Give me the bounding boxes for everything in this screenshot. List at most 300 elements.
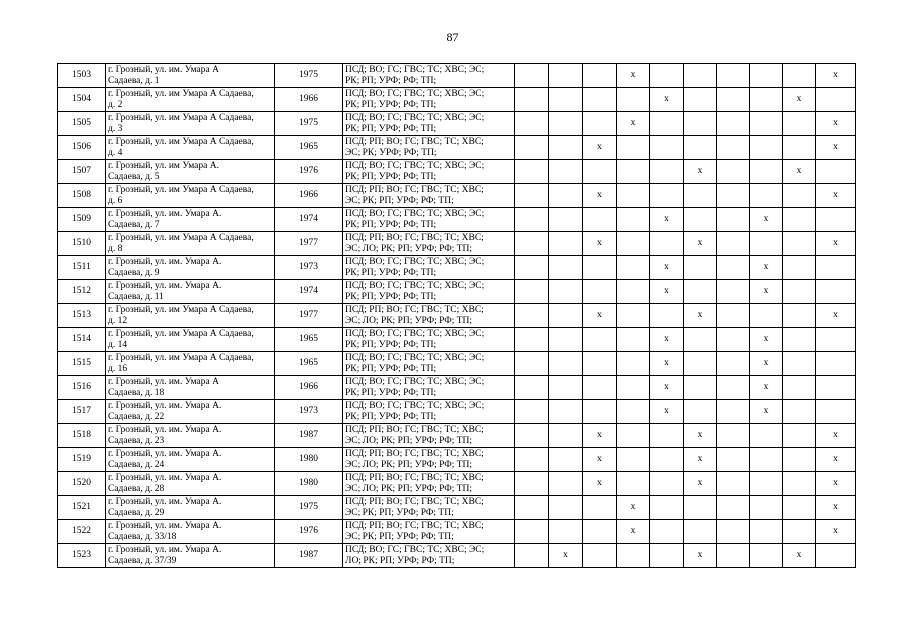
mark-cell-empty [617, 184, 650, 208]
address-line: г. Грозный, ул. им. Умара А. [108, 400, 222, 411]
mark-cell-checked: х [617, 64, 650, 88]
mark-cell-empty [717, 88, 750, 112]
table-row [58, 112, 856, 136]
address-cell [106, 304, 275, 328]
mark-cell-empty [617, 424, 650, 448]
mark-cell-empty [583, 352, 617, 376]
row-number: 1504 [58, 88, 106, 112]
works-line: ЭС; ЛО; РК; РП; УРФ; РФ; ТП; [345, 459, 473, 470]
table-row [58, 232, 856, 256]
address-cell [106, 328, 275, 352]
mark-cell-checked: х [750, 280, 783, 304]
works-line: ЭС; РК; РП; УРФ; РФ; ТП; [345, 507, 454, 518]
mark-cell-checked: х [650, 328, 684, 352]
row-number: 1516 [58, 376, 106, 400]
mark-cell-empty [650, 424, 684, 448]
mark-cell-checked: х [750, 256, 783, 280]
mark-cell-empty [515, 88, 549, 112]
address-line: г. Грозный, ул. им. Умара А [108, 376, 219, 387]
mark-cell-empty [816, 328, 856, 352]
row-number: 1518 [58, 424, 106, 448]
mark-cell-empty [515, 424, 549, 448]
table-row [58, 160, 856, 184]
mark-cell-empty [515, 352, 549, 376]
mark-cell-empty [549, 424, 583, 448]
works-cell [343, 88, 515, 112]
address-line: г. Грозный, ул. им. Умара А. [108, 256, 222, 267]
mark-cell-empty [783, 112, 816, 136]
works-line: ЭС; РК; УРФ; РФ; ТП; [345, 147, 437, 158]
mark-cell-checked: х [750, 328, 783, 352]
mark-cell-empty [816, 352, 856, 376]
works-line: ПСД; ВО; ГС; ГВС; ТС; ХВС; ЭС; [345, 256, 485, 267]
mark-cell-empty [549, 232, 583, 256]
mark-cell-empty [750, 520, 783, 544]
address-line: г. Грозный, ул. им. Умара А [108, 64, 219, 75]
year-cell: 1980 [275, 472, 343, 496]
address-line: Садаева, д. 5 [108, 171, 160, 182]
works-cell [343, 328, 515, 352]
mark-cell-empty [650, 304, 684, 328]
address-line: д. 2 [108, 99, 123, 110]
row-number: 1512 [58, 280, 106, 304]
mark-cell-empty [650, 184, 684, 208]
mark-cell-empty [717, 448, 750, 472]
address-line: г. Грозный, ул. им. Умара А. [108, 208, 222, 219]
table-row [58, 472, 856, 496]
address-cell [106, 64, 275, 88]
row-number: 1508 [58, 184, 106, 208]
mark-cell-empty [717, 376, 750, 400]
table-row [58, 256, 856, 280]
row-number: 1520 [58, 472, 106, 496]
mark-cell-empty [515, 160, 549, 184]
address-line: д. 16 [108, 363, 128, 374]
housing-registry-table [57, 63, 856, 568]
mark-cell-empty [515, 376, 549, 400]
row-number: 1519 [58, 448, 106, 472]
mark-cell-empty [717, 328, 750, 352]
works-line: РК; РП; УРФ; РФ; ТП; [345, 267, 437, 278]
mark-cell-empty [515, 304, 549, 328]
address-line: г. Грозный, ул. им Умара А Садаева, [108, 232, 254, 243]
mark-cell-empty [617, 376, 650, 400]
mark-cell-empty [650, 232, 684, 256]
row-number: 1511 [58, 256, 106, 280]
address-cell [106, 520, 275, 544]
address-cell [106, 376, 275, 400]
mark-cell-checked: х [684, 544, 717, 568]
mark-cell-empty [650, 520, 684, 544]
mark-cell-empty [515, 400, 549, 424]
table-row [58, 544, 856, 568]
mark-cell-empty [783, 64, 816, 88]
address-cell [106, 112, 275, 136]
mark-cell-empty [750, 136, 783, 160]
year-cell: 1966 [275, 376, 343, 400]
works-cell [343, 448, 515, 472]
table-row [58, 352, 856, 376]
mark-cell-empty [783, 328, 816, 352]
mark-cell-empty [783, 520, 816, 544]
mark-cell-empty [717, 280, 750, 304]
address-cell [106, 160, 275, 184]
mark-cell-empty [717, 184, 750, 208]
mark-cell-empty [717, 136, 750, 160]
works-cell [343, 400, 515, 424]
mark-cell-empty [617, 280, 650, 304]
mark-cell-empty [783, 208, 816, 232]
address-cell [106, 424, 275, 448]
works-line: ПСД; ВО; ГС; ГВС; ТС; ХВС; ЭС; [345, 400, 485, 411]
table-row [58, 136, 856, 160]
address-cell [106, 256, 275, 280]
works-cell [343, 184, 515, 208]
mark-cell-empty [783, 424, 816, 448]
mark-cell-empty [684, 328, 717, 352]
works-line: РК; РП; УРФ; РФ; ТП; [345, 75, 437, 86]
mark-cell-empty [816, 256, 856, 280]
address-line: г. Грозный, ул. им. Умара А. [108, 448, 222, 459]
mark-cell-checked: х [684, 472, 717, 496]
address-cell [106, 208, 275, 232]
table-row [58, 376, 856, 400]
mark-cell-empty [816, 544, 856, 568]
mark-cell-empty [583, 544, 617, 568]
mark-cell-empty [684, 496, 717, 520]
mark-cell-empty [583, 88, 617, 112]
mark-cell-empty [783, 304, 816, 328]
mark-cell-checked: х [750, 376, 783, 400]
mark-cell-empty [783, 232, 816, 256]
works-line: РК; РП; УРФ; РФ; ТП; [345, 171, 437, 182]
row-number: 1503 [58, 64, 106, 88]
address-line: г. Грозный, ул. им Умара А Садаева, [108, 136, 254, 147]
mark-cell-empty [684, 64, 717, 88]
mark-cell-empty [549, 184, 583, 208]
works-line: ЭС; РК; РП; УРФ; РФ; ТП; [345, 531, 454, 542]
works-line: ПСД; РП; ВО; ГС; ГВС; ТС; ХВС; [345, 136, 484, 147]
row-number: 1506 [58, 136, 106, 160]
works-cell [343, 112, 515, 136]
mark-cell-empty [717, 352, 750, 376]
mark-cell-empty [549, 160, 583, 184]
mark-cell-checked: х [583, 472, 617, 496]
address-line: г. Грозный, ул. им. Умара А. [108, 280, 222, 291]
mark-cell-empty [583, 112, 617, 136]
mark-cell-empty [717, 472, 750, 496]
works-line: ЛО; РК; РП; УРФ; РФ; ТП; [345, 555, 455, 566]
mark-cell-empty [515, 544, 549, 568]
mark-cell-empty [717, 208, 750, 232]
works-line: РК; РП; УРФ; РФ; ТП; [345, 123, 437, 134]
year-cell: 1975 [275, 496, 343, 520]
address-cell [106, 472, 275, 496]
address-line: Садаева, д. 9 [108, 267, 160, 278]
table-row [58, 448, 856, 472]
mark-cell-empty [783, 256, 816, 280]
address-line: Садаева, д. 18 [108, 387, 165, 398]
works-line: РК; РП; УРФ; РФ; ТП; [345, 99, 437, 110]
mark-cell-empty [750, 184, 783, 208]
address-line: г. Грозный, ул. им Умара А Садаева, [108, 304, 254, 315]
mark-cell-checked: х [583, 304, 617, 328]
year-cell: 1987 [275, 544, 343, 568]
mark-cell-checked: х [650, 352, 684, 376]
mark-cell-empty [783, 496, 816, 520]
mark-cell-checked: х [816, 184, 856, 208]
mark-cell-empty [750, 496, 783, 520]
works-cell [343, 208, 515, 232]
works-line: ПСД; РП; ВО; ГС; ГВС; ТС; ХВС; [345, 424, 484, 435]
works-line: ПСД; РП; ВО; ГС; ГВС; ТС; ХВС; [345, 472, 484, 483]
mark-cell-checked: х [816, 424, 856, 448]
mark-cell-empty [816, 208, 856, 232]
works-line: ПСД; ВО; ГС; ГВС; ТС; ХВС; ЭС; [345, 280, 485, 291]
mark-cell-empty [583, 256, 617, 280]
works-cell [343, 376, 515, 400]
mark-cell-empty [515, 184, 549, 208]
year-cell: 1966 [275, 88, 343, 112]
works-line: ЭС; ЛО; РК; РП; УРФ; РФ; ТП; [345, 483, 473, 494]
row-number: 1507 [58, 160, 106, 184]
works-cell [343, 136, 515, 160]
mark-cell-empty [515, 496, 549, 520]
works-line: ПСД; РП; ВО; ГС; ГВС; ТС; ХВС; [345, 232, 484, 243]
year-cell: 1965 [275, 136, 343, 160]
mark-cell-empty [816, 280, 856, 304]
mark-cell-checked: х [583, 448, 617, 472]
mark-cell-empty [684, 136, 717, 160]
mark-cell-checked: х [750, 400, 783, 424]
mark-cell-empty [617, 544, 650, 568]
address-line: д. 3 [108, 123, 123, 134]
mark-cell-empty [617, 352, 650, 376]
address-line: г. Грозный, ул. им Умара А Садаева, [108, 352, 254, 363]
row-number: 1523 [58, 544, 106, 568]
mark-cell-empty [617, 400, 650, 424]
mark-cell-checked: х [650, 376, 684, 400]
mark-cell-checked: х [684, 160, 717, 184]
mark-cell-empty [717, 544, 750, 568]
works-line: ЭС; ЛО; РК; РП; УРФ; РФ; ТП; [345, 243, 473, 254]
mark-cell-empty [816, 160, 856, 184]
mark-cell-empty [684, 184, 717, 208]
works-line: ЭС; ЛО; РК; РП; УРФ; РФ; ТП; [345, 435, 473, 446]
mark-cell-empty [549, 256, 583, 280]
year-cell: 1973 [275, 256, 343, 280]
address-line: г. Грозный, ул. им Умара А Садаева, [108, 88, 254, 99]
mark-cell-empty [783, 352, 816, 376]
address-cell [106, 448, 275, 472]
mark-cell-empty [515, 208, 549, 232]
mark-cell-checked: х [684, 232, 717, 256]
row-number: 1509 [58, 208, 106, 232]
mark-cell-empty [684, 280, 717, 304]
mark-cell-empty [617, 208, 650, 232]
table-row [58, 88, 856, 112]
address-cell [106, 400, 275, 424]
row-number: 1505 [58, 112, 106, 136]
mark-cell-empty [549, 208, 583, 232]
mark-cell-empty [515, 232, 549, 256]
works-line: ПСД; РП; ВО; ГС; ГВС; ТС; ХВС; [345, 304, 484, 315]
mark-cell-empty [549, 304, 583, 328]
mark-cell-empty [650, 472, 684, 496]
mark-cell-empty [816, 400, 856, 424]
works-line: ПСД; ВО; ГС; ГВС; ТС; ХВС; ЭС; [345, 352, 485, 363]
mark-cell-checked: х [583, 232, 617, 256]
mark-cell-empty [717, 424, 750, 448]
mark-cell-empty [750, 88, 783, 112]
year-cell: 1965 [275, 328, 343, 352]
works-line: ПСД; РП; ВО; ГС; ГВС; ТС; ХВС; [345, 520, 484, 531]
address-cell [106, 496, 275, 520]
mark-cell-empty [750, 304, 783, 328]
mark-cell-checked: х [816, 112, 856, 136]
mark-cell-empty [583, 280, 617, 304]
mark-cell-empty [816, 88, 856, 112]
mark-cell-empty [783, 448, 816, 472]
mark-cell-empty [549, 376, 583, 400]
mark-cell-checked: х [684, 448, 717, 472]
mark-cell-empty [783, 472, 816, 496]
works-line: ЭС; РК; РП; УРФ; РФ; ТП; [345, 195, 454, 206]
mark-cell-checked: х [750, 352, 783, 376]
year-cell: 1976 [275, 160, 343, 184]
mark-cell-checked: х [583, 424, 617, 448]
works-line: ПСД; ВО; ГС; ГВС; ТС; ХВС; ЭС; [345, 88, 485, 99]
year-cell: 1974 [275, 208, 343, 232]
mark-cell-checked: х [816, 304, 856, 328]
address-line: г. Грозный, ул. им. Умара А. [108, 472, 222, 483]
works-line: РК; РП; УРФ; РФ; ТП; [345, 219, 437, 230]
address-line: д. 12 [108, 315, 128, 326]
address-line: Садаева, д. 28 [108, 483, 165, 494]
mark-cell-checked: х [816, 64, 856, 88]
mark-cell-checked: х [783, 160, 816, 184]
works-line: ПСД; ВО; ГС; ГВС; ТС; ХВС; ЭС; [345, 376, 485, 387]
mark-cell-empty [650, 544, 684, 568]
address-line: г. Грозный, ул. им. Умара А. [108, 424, 222, 435]
works-line: ПСД; РП; ВО; ГС; ГВС; ТС; ХВС; [345, 184, 484, 195]
mark-cell-empty [684, 208, 717, 232]
mark-cell-empty [650, 448, 684, 472]
works-cell [343, 256, 515, 280]
table-row [58, 184, 856, 208]
mark-cell-empty [515, 136, 549, 160]
mark-cell-checked: х [650, 400, 684, 424]
year-cell: 1980 [275, 448, 343, 472]
works-line: РК; РП; УРФ; РФ; ТП; [345, 339, 437, 350]
mark-cell-empty [717, 64, 750, 88]
mark-cell-empty [717, 232, 750, 256]
row-number: 1521 [58, 496, 106, 520]
mark-cell-empty [515, 280, 549, 304]
mark-cell-checked: х [583, 184, 617, 208]
works-cell [343, 160, 515, 184]
page-number: 87 [446, 30, 459, 44]
works-cell [343, 64, 515, 88]
address-line: д. 8 [108, 243, 123, 254]
address-line: Садаева, д. 23 [108, 435, 165, 446]
address-cell [106, 136, 275, 160]
works-line: ПСД; ВО; ГС; ГВС; ТС; ХВС; ЭС; [345, 64, 485, 75]
mark-cell-empty [717, 160, 750, 184]
mark-cell-empty [617, 88, 650, 112]
mark-cell-empty [783, 400, 816, 424]
works-line: РК; РП; УРФ; РФ; ТП; [345, 387, 437, 398]
mark-cell-empty [684, 520, 717, 544]
registry-body [58, 64, 856, 568]
year-cell: 1987 [275, 424, 343, 448]
works-cell [343, 544, 515, 568]
mark-cell-empty [750, 112, 783, 136]
address-cell [106, 544, 275, 568]
mark-cell-empty [617, 136, 650, 160]
works-line: ПСД; ВО; ГС; ГВС; ТС; ХВС; ЭС; [345, 208, 485, 219]
mark-cell-empty [617, 232, 650, 256]
table-row [58, 208, 856, 232]
table-row [58, 400, 856, 424]
row-number: 1515 [58, 352, 106, 376]
row-number: 1522 [58, 520, 106, 544]
address-cell [106, 280, 275, 304]
address-line: Садаева, д. 29 [108, 507, 165, 518]
address-line: г. Грозный, ул. им. Умара А. [108, 544, 222, 555]
mark-cell-empty [650, 64, 684, 88]
mark-cell-empty [650, 496, 684, 520]
mark-cell-checked: х [816, 136, 856, 160]
mark-cell-empty [583, 160, 617, 184]
mark-cell-empty [684, 400, 717, 424]
works-cell [343, 352, 515, 376]
mark-cell-empty [549, 280, 583, 304]
works-line: РК; РП; УРФ; РФ; ТП; [345, 363, 437, 374]
mark-cell-empty [583, 64, 617, 88]
mark-cell-checked: х [816, 520, 856, 544]
mark-cell-checked: х [816, 448, 856, 472]
mark-cell-empty [583, 496, 617, 520]
year-cell: 1966 [275, 184, 343, 208]
mark-cell-empty [750, 472, 783, 496]
table-row [58, 520, 856, 544]
mark-cell-checked: х [650, 256, 684, 280]
works-cell [343, 520, 515, 544]
mark-cell-empty [515, 472, 549, 496]
address-line: Садаева, д. 7 [108, 219, 160, 230]
mark-cell-checked: х [783, 544, 816, 568]
mark-cell-checked: х [617, 520, 650, 544]
year-cell: 1977 [275, 232, 343, 256]
mark-cell-empty [650, 136, 684, 160]
mark-cell-empty [515, 328, 549, 352]
mark-cell-empty [750, 64, 783, 88]
mark-cell-empty [650, 112, 684, 136]
address-line: Садаева, д. 1 [108, 75, 160, 86]
mark-cell-empty [515, 448, 549, 472]
address-line: г. Грозный, ул. им Умара А Садаева, [108, 112, 254, 123]
table-row [58, 328, 856, 352]
address-cell [106, 352, 275, 376]
table-row [58, 496, 856, 520]
mark-cell-empty [684, 256, 717, 280]
address-line: Садаева, д. 22 [108, 411, 165, 422]
mark-cell-empty [617, 256, 650, 280]
address-line: Садаева, д. 33/18 [108, 531, 177, 542]
year-cell: 1973 [275, 400, 343, 424]
mark-cell-empty [750, 544, 783, 568]
